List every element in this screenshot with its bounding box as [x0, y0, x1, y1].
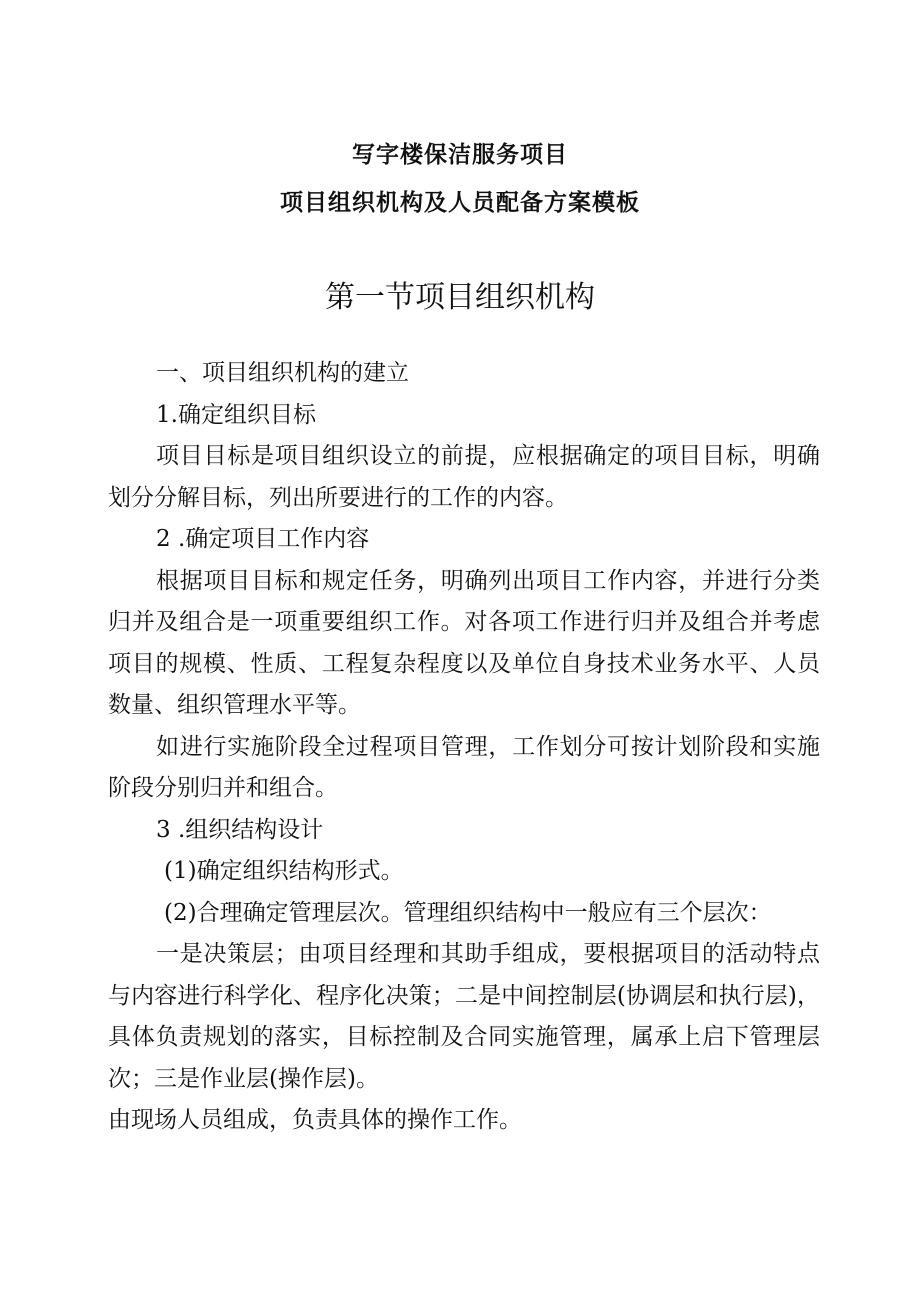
paragraph-field-staff: 由现场人员组成，负责具体的操作工作。	[108, 1107, 522, 1133]
document-subtitle: 项目组织机构及人员配备方案模板	[280, 189, 640, 216]
subheading-structure-design: 3 .组织结构设计	[156, 816, 324, 843]
heading-establishment: 一、项目组织机构的建立	[156, 360, 409, 386]
list-item-structure-form: (1)确定组织结构形式。	[164, 858, 404, 884]
list-item-management-levels: (2)合理确定管理层次。管理组织结构中一般应有三个层次：	[164, 899, 772, 926]
paragraph-levels: 一是决策层；由项目经理和其助手组成，要根据项目的活动特点与内容进行科学化、程序化决策；二是中间控制层(协调层和执行层)，具体负责规划的落实，目标控制及合同实施管理，属承上启下管理层次；三是作业层(操作层)。	[108, 941, 820, 1092]
document-title: 写字楼保洁服务项目	[352, 141, 568, 168]
subheading-goal: 1.确定组织目标	[156, 401, 316, 428]
section-heading: 第一节项目组织机构	[325, 280, 595, 315]
subheading-work-content: 2 .确定项目工作内容	[156, 526, 370, 552]
paragraph-goal: 项目目标是项目组织设立的前提，应根据确定的项目目标，明确划分分解目标，列出所要进行的工作的内容。	[108, 443, 820, 511]
paragraph-work-content: 根据项目目标和规定任务，明确列出项目工作内容，并进行分类归并及组合是一项重要组织工作。对各项工作进行归并及组合并考虑项目的规模、性质、工程复杂程度以及单位自身技术业务水平、人员数量、组织管理水平等。	[108, 567, 820, 718]
paragraph-implementation: 如进行实施阶段全过程项目管理，工作划分可按计划阶段和实施阶段分别归并和组合。	[108, 733, 820, 801]
document-body	[108, 353, 820, 1142]
